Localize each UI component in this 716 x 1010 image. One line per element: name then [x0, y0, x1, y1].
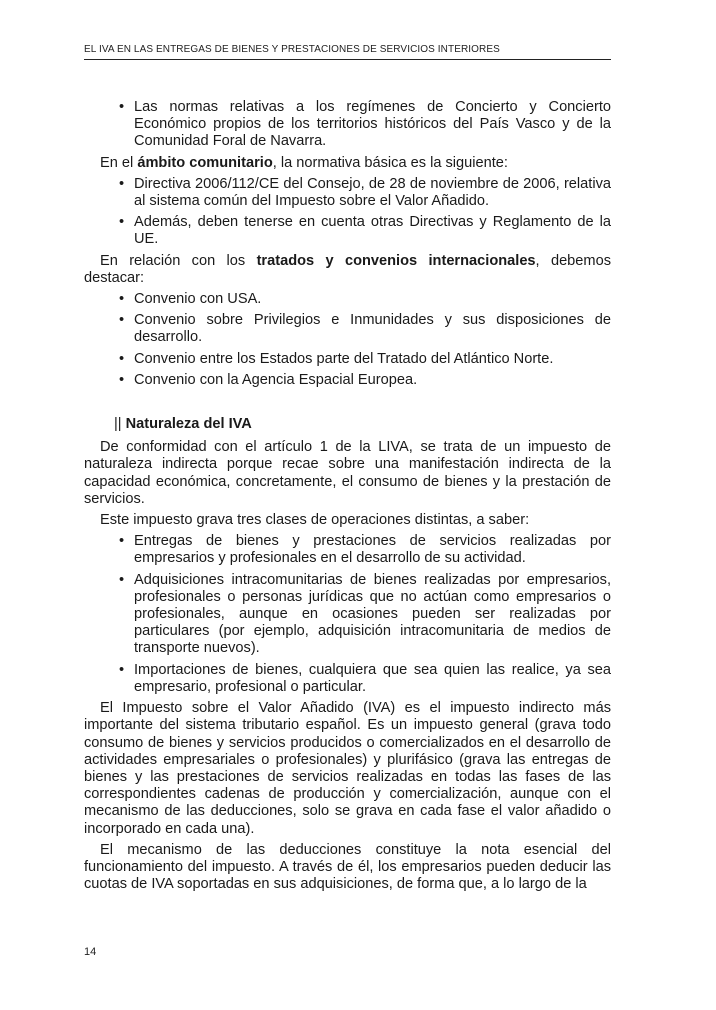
- bullet-list-tratados: [84, 291, 611, 389]
- section-title: Naturaleza del IVA: [125, 416, 252, 433]
- bullet-icon: •: [119, 661, 125, 678]
- bullet-list-normas: [84, 99, 611, 151]
- bullet-icon: •: [119, 571, 125, 588]
- paragraph-mecanismo: El mecanismo de las deducciones constituye la nota esencial del funcionamiento del impuesto. A través de él, los empresarios pueden deducir las cuotas de IVA soportadas en sus adquisiciones, de forma que, a lo largo de la: [84, 841, 611, 893]
- bullet-list-operaciones: [84, 533, 611, 696]
- bold-term: ámbito comunitario: [137, 154, 273, 171]
- section-marker: ||: [114, 416, 122, 433]
- list-item: • Las normas relativas a los regímenes de Concierto y Concierto Económico propios de los territorios históricos del País Vasco y de la Comunidad Foral de Navarra.: [119, 99, 611, 150]
- list-item: • Importaciones de bienes, cualquiera que sea quien las realice, ya sea empresario, profesional o particular.: [119, 661, 611, 695]
- bullet-icon: •: [119, 371, 125, 388]
- page-content: [84, 99, 611, 897]
- list-item: • Convenio sobre Privilegios e Inmunidades y sus disposiciones de desarrollo.: [119, 312, 611, 346]
- bullet-icon: •: [119, 533, 125, 550]
- paragraph-grava: Este impuesto grava tres clases de operaciones distintas, a saber:: [100, 512, 530, 529]
- bullet-icon: •: [119, 312, 125, 329]
- list-item: • Convenio con la Agencia Espacial Europea.: [119, 371, 418, 388]
- running-header: EL IVA EN LAS ENTREGAS DE BIENES Y PRESTACIONES DE SERVICIOS INTERIORES: [84, 44, 611, 60]
- bullet-icon: •: [119, 350, 125, 367]
- list-item: • Entregas de bienes y prestaciones de servicios realizadas por empresarios y profesionales en el desarrollo de su actividad.: [119, 533, 611, 567]
- page-number: 14: [84, 946, 97, 958]
- bullet-icon: •: [119, 214, 125, 231]
- bullet-list-ambito: [84, 176, 611, 249]
- paragraph-impuesto: El Impuesto sobre el Valor Añadido (IVA) es el impuesto indirecto más importante del sistema tributario español. Es un impuesto general (grava todo consumo de bienes y servicios producidos o comercializados en el desarrollo de actividades empresariales o profesionales) y plurifásico (grava las entregas de bienes y las prestaciones de servicios realizadas en todas las fases de las correspondientes cadenas de producción y comercialización, aunque con el mecanismo de las deducciones, solo se grava en cada fase el valor añadido o incorporado en cada una).: [84, 700, 611, 837]
- list-item: • Adquisiciones intracomunitarias de bienes realizadas por empresarios, profesionales o personas jurídicas que no actúan como empresarios o profesionales, aunque en ocasiones pueden ser realizadas por particulares (por ejemplo, adquisición intracomunitaria de medios de transporte nuevos).: [119, 571, 611, 657]
- list-item: • Convenio con USA.: [119, 291, 262, 308]
- bullet-icon: •: [119, 291, 125, 308]
- bullet-icon: •: [119, 99, 125, 115]
- paragraph-ambito: En el ámbito comunitario, la normativa básica es la siguiente:: [100, 154, 508, 171]
- list-item: • Además, deben tenerse en cuenta otras Directivas y Reglamento de la UE.: [119, 214, 611, 248]
- paragraph-conformidad: De conformidad con el artículo 1 de la LIVA, se trata de un impuesto de naturaleza indirecta porque recae sobre una manifestación indirecta de la capacidad económica, concretamente, el consumo de bienes y la prestación de servicios.: [84, 439, 611, 507]
- list-item: • Convenio entre los Estados parte del Tratado del Atlántico Norte.: [119, 350, 554, 367]
- paragraph-tratados: En relación con los tratados y convenios internacionales, debemos destacar:: [84, 252, 611, 286]
- list-item: • Directiva 2006/112/CE del Consejo, de 28 de noviembre de 2006, relativa al sistema común del Impuesto sobre el Valor Añadido.: [119, 175, 611, 210]
- bullet-icon: •: [119, 175, 125, 192]
- section-heading: [84, 416, 611, 433]
- bold-term: tratados y convenios internacionales: [256, 252, 536, 269]
